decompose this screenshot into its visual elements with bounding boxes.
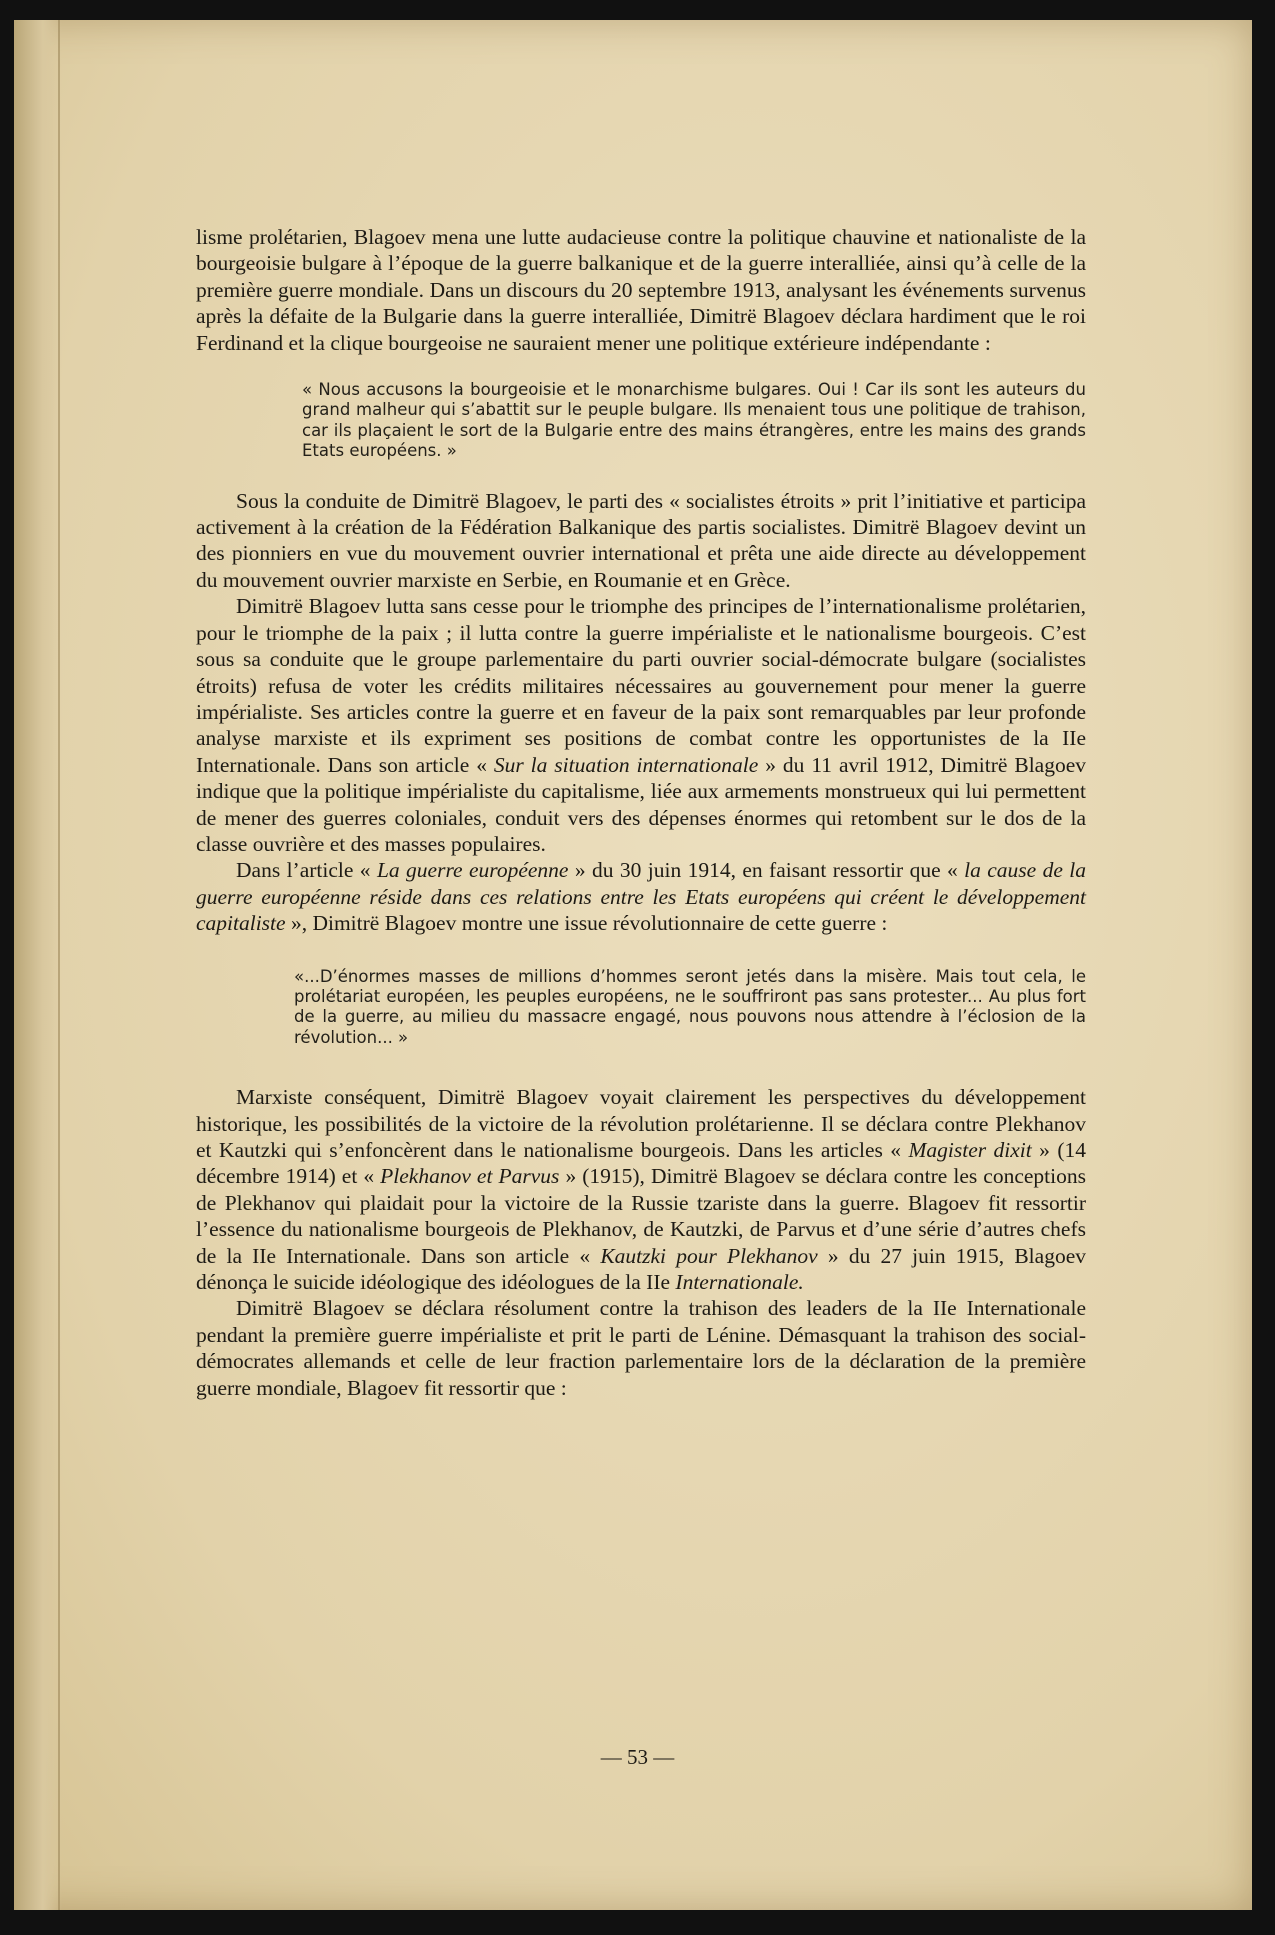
book-spine-fold	[58, 20, 60, 1910]
paragraph-1: lisme prolétarien, Blagoev mena une lutte audacieuse contre la politique chauvine et nationaliste de la bourgeoisie bulgare à l’époque de la guerre balkanique et de la guerre interalliée, ainsi qu’à celle de la première guerre mondiale. Dans un discours du 20 septembre 1913, analysant les événements survenus après la défaite de la Bulgarie dans la guerre interalliée, Dimitrë Blagoev déclara hardiment que le roi Ferdinand et la clique bourgeoise ne sauraient mener une politique extérieure indépendante :	[196, 225, 1086, 355]
paragraph-4	[196, 857, 1086, 936]
inline-quote-cause: la cause de la guerre européenne réside dans ces relations entre les Etats européens qui créent le développement capitaliste	[196, 858, 1087, 936]
paragraph-5-text-b: » (14 décembre 1914) et «	[196, 1138, 1086, 1189]
paragraph-5-text-d: » du 27 juin 1915, Blagoev dénonça le suicide idéologique des idéologues de la IIe	[196, 1243, 1086, 1295]
article-title-kautzki: Kautzki pour Plekhanov	[600, 1243, 818, 1268]
block-quote-1: « Nous accusons la bourgeoisie et le monarchisme bulgares. Oui ! Car ils sont les auteurs du grand malheur qui s’abattit sur le peuple bulgare. Ils menaient tous une politique de trahison, car ils plaçaient le sort de la Bulgarie entre des mains étrangères, entre les mains des grands Etats européens. »	[302, 380, 1086, 461]
block-quote-2: «...D’énormes masses de millions d’hommes seront jetés dans la misère. Mais tout cela, le prolétariat européen, les peuples européens, ne le souffriront pas sans protester... Au plus fort de la guerre, au milieu du massacre engagé, nous pouvons nous attendre à l’éclosion de la révolution... »	[294, 966, 1086, 1047]
paragraph-5-text-c: » (1915), Dimitrë Blagoev se déclara contre les conceptions de Plekhanov qui plaidait pour la victoire de la Russie tzariste dans la guerre. Blagoev fit ressortir l’essence du nationalisme bourgeois de Plekhanov, de Kautzki, de Parvus et d’une série d’autres chefs de la IIe Internationale. Dans son article «	[196, 1164, 1086, 1268]
article-title-guerre: La guerre européenne	[376, 858, 569, 883]
paragraph-5-text-a: Marxiste conséquent, Dimitrë Blagoev voyait clairement les perspectives du développement historique, les possibilités de la victoire de la révolution prolétarienne. Il se déclara contre Plekhanov et Kautzki qui s’enfoncèrent dans le nationalisme bourgeois. Dans les articles «	[196, 1085, 1086, 1162]
paragraph-3	[196, 593, 1086, 857]
article-title-magister: Magister dixit	[908, 1138, 1032, 1162]
paragraph-4-text-b: » du 30 juin 1914, en faisant ressortir que «	[568, 858, 965, 883]
paragraph-4-text-c: », Dimitrë Blagoev montre une issue révolutionnaire de cette guerre :	[285, 911, 888, 936]
paragraph-3-text-a: Dimitrë Blagoev lutta sans cesse pour le triomphe des principes de l’internationalisme prolétarien, pour le triomphe de la paix ; il lutta contre la guerre impérialiste et le nationalisme bourgeois. C’est sous sa conduite que le groupe parlementaire du parti ouvrier social-démocrate bulgare (socialistes étroits) refusa de voter les crédits militaires nécessaires au gouvernement pour mener la guerre impérialiste. Ses articles contre la guerre et en faveur de la paix sont remarquables par leur profonde analyse marxiste et ils expriment ses positions de combat contre les opportunistes de la IIe Internationale. Dans son article «	[196, 594, 1086, 777]
article-title-plekhanov-parvus: Plekhanov et Parvus	[380, 1164, 560, 1189]
book-spine-shadow	[14, 20, 62, 1910]
italic-internationale: Internationale.	[675, 1270, 804, 1295]
paragraph-5	[196, 1084, 1086, 1295]
paragraph-6: Dimitrë Blagoev se déclara résolument contre la trahison des leaders de la IIe Internationale pendant la première guerre impérialiste et prit le parti de Lénine. Démasquant la trahison des social-démocrates allemands et celle de leur fraction parlementaire lors de la déclaration de la première guerre mondiale, Blagoev fit ressortir que :	[196, 1296, 1086, 1400]
paragraph-2: Sous la conduite de Dimitrë Blagoev, le parti des « socialistes étroits » prit l’initiative et participa activement à la création de la Fédération Balkanique des partis socialistes. Dimitrë Blagoev devint un des pionniers en vue du mouvement ouvrier international et prêta une aide directe au développement du mouvement ouvrier marxiste en Serbie, en Roumanie et en Grèce.	[196, 488, 1086, 592]
paragraph-3-text-b: » du 11 avril 1912, Dimitrë Blagoev indique que la politique impérialiste du capitalisme, liée aux armements monstrueux qui lui permettent de mener des guerres coloniales, conduit vers des dépenses énormes qui retombent sur le dos de la classe ouvrière et des masses populaires.	[196, 752, 1086, 856]
article-title-situation: Sur la situation internationale	[493, 752, 759, 777]
paragraph-4-text-a: Dans l’article «	[236, 858, 377, 883]
page-number: — 53 —	[600, 1745, 675, 1769]
page-text	[196, 224, 1086, 1401]
